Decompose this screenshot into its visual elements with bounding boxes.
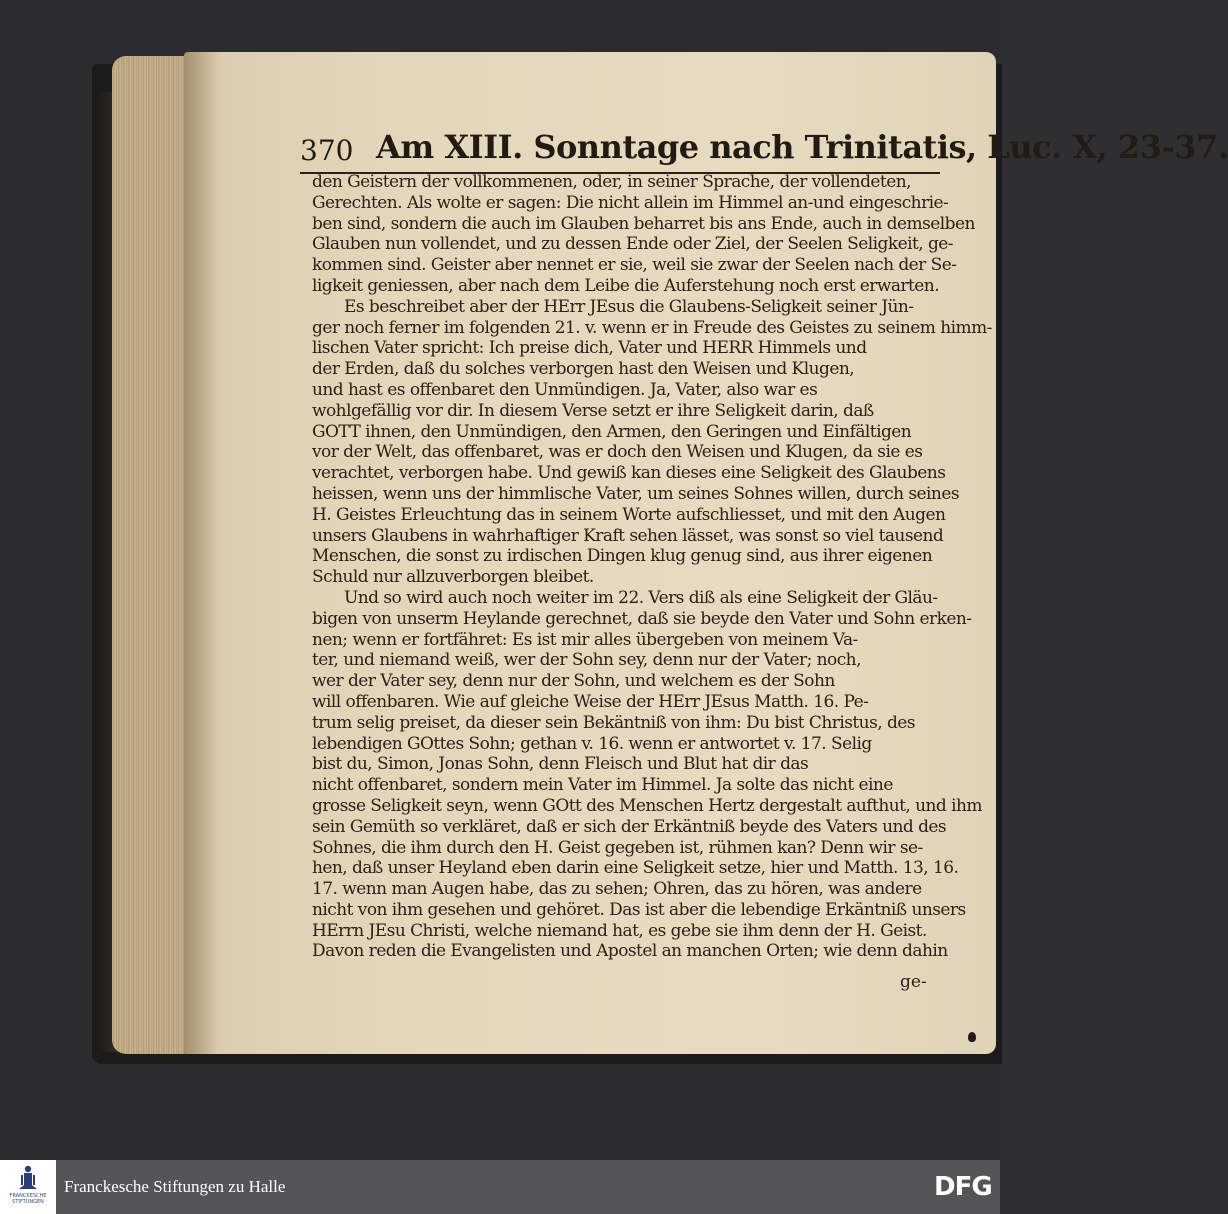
logo-text-line: FRANCKESCHE <box>9 1193 47 1199</box>
text-line: grosse Seligkeit seyn, wenn GOtt des Menschen Hertz dergestalt aufthut, und ihm <box>312 795 982 816</box>
text-line: nicht offenbaret, sondern mein Vater im Himmel. Ja solte das nicht eine <box>312 775 893 796</box>
text-line: bigen von unserm Heylande gerechnet, daß sie beyde den Vater und Sohn erken- <box>312 608 972 629</box>
running-head: Am XIII. Sonntage nach Trinitatis, Luc. X, 23-37. <box>376 128 1228 166</box>
text-line: ger noch ferner im folgenden 21. v. wenn er in Freude des Geistes zu seinem himm- <box>312 317 992 338</box>
text-line: nen; wenn er fortfähret: Es ist mir alles übergeben von meinem Va- <box>312 629 858 650</box>
text-line: ter, und niemand weiß, wer der Sohn sey, denn nur der Vater; noch, <box>312 650 861 671</box>
text-line: HErrn JEsu Christi, welche niemand hat, es gebe sie ihm denn der H. Geist. <box>312 920 927 941</box>
text-line: 17. wenn man Augen habe, das zu sehen; Ohren, das zu hören, was andere <box>312 879 922 900</box>
body-text <box>312 172 992 962</box>
text-line: bist du, Simon, Jonas Sohn, denn Fleisch und Blut hat dir das <box>312 754 809 775</box>
text-line: vor der Welt, das offenbaret, was er doch den Weisen und Klugen, da sie es <box>312 442 923 463</box>
text-line: sein Gemüth so verkläret, daß er sich der Erkäntniß beyde des Vaters und des <box>312 816 947 837</box>
text-line: kommen sind. Geister aber nennet er sie, weil sie zwar der Seelen nach der Se- <box>312 255 957 276</box>
text-line: verachtet, verborgen habe. Und gewiß kan dieses eine Seligkeit des Glaubens <box>312 463 946 484</box>
logo-text <box>0 1193 56 1205</box>
text-line: und hast es offenbaret den Unmündigen. Ja, Vater, also war es <box>312 379 818 400</box>
text-line: Glauben nun vollendet, und zu dessen Ende oder Ziel, der Seelen Seligkeit, ge- <box>312 234 953 255</box>
text-line: lebendigen GOttes Sohn; gethan v. 16. wenn er antwortet v. 17. Selig <box>312 733 872 754</box>
text-line: Sohnes, die ihm durch den H. Geist gegeben ist, rühmen kan? Denn wir se- <box>312 837 923 858</box>
text-line: wer der Vater sey, denn nur der Sohn, und welchem es der Sohn <box>312 671 835 692</box>
text-line: nicht von ihm gesehen und gehöret. Das ist aber die lebendige Erkäntniß unsers <box>312 899 966 920</box>
text-line: wohlgefällig vor dir. In diesem Verse setzt er ihre Seligkeit darin, daß <box>312 400 874 421</box>
text-line: Es beschreibet aber der HErr JEsus die Glaubens-Seligkeit seiner Jün- <box>344 296 914 317</box>
text-line: will offenbaren. Wie auf gleiche Weise der HErr JEsus Matth. 16. Pe- <box>312 691 869 712</box>
ink-blemish <box>968 1032 976 1042</box>
text-line: Schuld nur allzuverborgen bleibet. <box>312 567 594 588</box>
catchword: ge- <box>900 972 927 992</box>
text-line: ligkeit geniessen, aber nach dem Leibe die Auferstehung noch erst erwarten. <box>312 275 940 296</box>
footer-title[interactable]: Franckesche Stiftungen zu Halle <box>64 1177 286 1196</box>
text-line: heissen, wenn uns der himmlische Vater, um seines Sohnes willen, durch seines <box>312 483 960 504</box>
page-edges <box>112 56 192 1054</box>
building-icon <box>17 1165 39 1191</box>
page-header <box>300 128 1228 172</box>
page-number: 370 <box>300 134 354 167</box>
text-line: H. Geistes Erleuchtung das in seinem Worte aufschliesset, und mit den Augen <box>312 504 946 525</box>
viewer-footer <box>0 1160 1000 1214</box>
text-line: lischen Vater spricht: Ich preise dich, Vater und HERR Himmels und <box>312 338 867 359</box>
logo-text-line: STIFTUNGEN <box>12 1199 44 1205</box>
text-line: Menschen, die sonst zu irdischen Dingen klug genug sind, aus ihrer eigenen <box>312 546 933 567</box>
dfg-logo[interactable]: DFG <box>934 1172 992 1202</box>
text-line: unsers Glaubens in wahrhaftiger Kraft sehen lässet, was sonst so viel tausend <box>312 525 944 546</box>
text-line: trum selig preiset, da dieser sein Bekäntniß von ihm: Du bist Christus, des <box>312 712 915 733</box>
text-line: Davon reden die Evangelisten und Apostel an manchen Orten; wie denn dahin <box>312 941 948 962</box>
franckesche-logo[interactable] <box>0 1160 56 1214</box>
text-line: ben sind, sondern die auch im Glauben beharret bis ans Ende, auch in demselben <box>312 213 975 234</box>
text-line: Gerechten. Als wolte er sagen: Die nicht allein im Himmel an-und eingeschrie- <box>312 192 949 213</box>
text-line: der Erden, daß du solches verborgen hast den Weisen und Klugen, <box>312 359 855 380</box>
text-line: GOTT ihnen, den Unmündigen, den Armen, den Geringen und Einfältigen <box>312 421 912 442</box>
page-gutter-shadow <box>184 52 218 1054</box>
text-line: Und so wird auch noch weiter im 22. Vers diß als eine Seligkeit der Gläu- <box>344 587 938 608</box>
text-line: den Geistern der vollkommenen, oder, in seiner Sprache, der vollendeten, <box>312 172 911 192</box>
text-line: hen, daß unser Heyland eben darin eine Seligkeit setze, hier und Matth. 13, 16. <box>312 858 959 879</box>
